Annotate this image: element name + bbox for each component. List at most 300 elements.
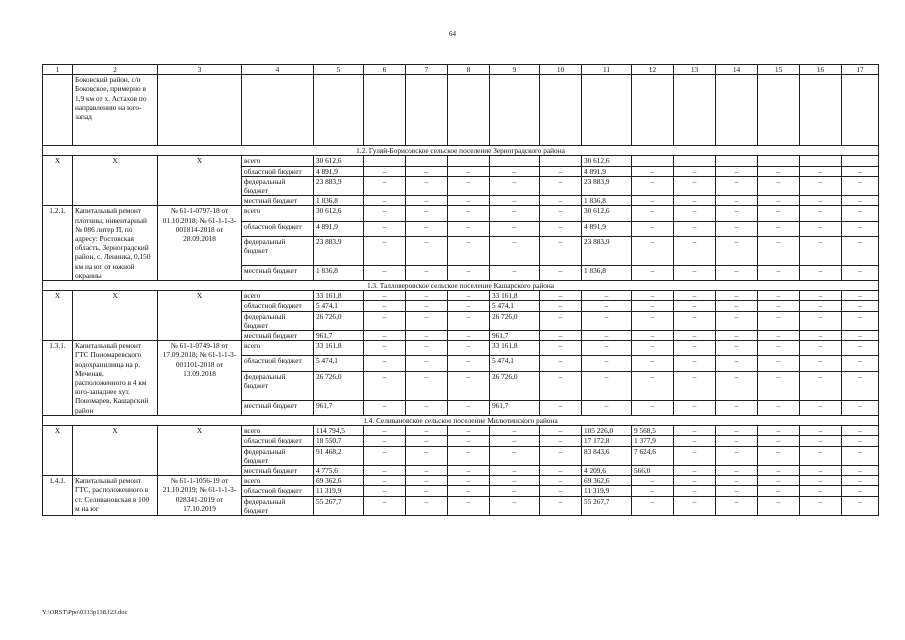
x-marker-cell: X [43,291,73,341]
value-cell: – [842,196,879,206]
value-cell: – [674,206,716,221]
value-cell: – [406,465,448,475]
value-cell: – [582,356,632,371]
value-cell: 17 172,8 [582,436,632,446]
value-cell: – [448,486,490,496]
value-cell: 33 161,8 [490,291,540,301]
value-cell: 33 161,8 [314,291,364,301]
value-cell: – [758,400,800,415]
table-row [43,75,879,146]
value-cell: – [406,331,448,341]
value-cell: – [448,176,490,195]
value-cell: – [406,486,448,496]
cell [540,75,582,146]
value-cell: – [800,426,842,436]
value-cell: – [490,446,540,465]
value-cell: – [758,476,800,486]
section-heading-row [43,415,879,425]
value-cell: – [758,196,800,206]
value-cell: – [632,301,674,311]
header-cell: 7 [406,65,448,75]
value-cell: – [448,221,490,236]
value-cell: 961,7 [490,400,540,415]
value-cell [448,156,490,166]
value-cell: – [364,206,406,221]
value-cell: – [582,311,632,330]
x-marker-cell: X [158,426,242,476]
budget-label-cell: областной бюджет [242,166,314,176]
budget-label-cell: федеральный бюджет [242,446,314,465]
budget-label-cell: всего [242,291,314,301]
value-cell: – [540,301,582,311]
cell [716,75,758,146]
x-marker-cell: X [73,291,158,341]
value-cell: – [632,311,674,330]
item-number-cell: 1.3.1. [43,341,73,416]
table-row [43,291,879,301]
value-cell: – [800,166,842,176]
value-cell: – [490,221,540,236]
value-cell: – [800,176,842,195]
budget-label-cell: местный бюджет [242,465,314,475]
value-cell: – [758,331,800,341]
value-cell: – [842,311,879,330]
value-cell: – [364,486,406,496]
budget-label-cell: федеральный бюджет [242,371,314,400]
value-cell: – [540,356,582,371]
value-cell: – [632,265,674,280]
value-cell: 26 726,0 [314,311,364,330]
value-cell [716,156,758,166]
table-row [43,206,879,221]
value-cell: – [800,301,842,311]
value-cell: 961,7 [314,331,364,341]
value-cell: – [540,496,582,515]
value-cell: – [716,166,758,176]
value-cell: – [800,465,842,475]
item-number-cell: 1.4.1. [43,476,73,516]
value-cell: – [758,236,800,265]
x-marker-cell: X [43,156,73,206]
value-cell: – [800,476,842,486]
section-title: 1.4. Селивановское сельское поселение Милютинского района [43,415,879,425]
value-cell: – [674,436,716,446]
value-cell: 55 267,7 [582,496,632,515]
value-cell: – [758,371,800,400]
value-cell: – [842,400,879,415]
value-cell: – [716,341,758,356]
page-number: 64 [449,30,456,38]
value-cell: – [448,265,490,280]
document-reference-cell: № 61-1-0749-18 от 17.09.2018; № 61-1-1-3-001101-2018 от 13.09.2018 [158,341,242,416]
value-cell: – [674,331,716,341]
value-cell: 26 726,0 [490,371,540,400]
value-cell: – [674,400,716,415]
x-marker-cell: X [73,426,158,476]
value-cell: – [406,446,448,465]
value-cell: – [632,206,674,221]
value-cell: – [540,400,582,415]
x-marker-cell: X [43,426,73,476]
header-cell: 10 [540,65,582,75]
object-description-cell: Капитальный ремонт плотины, инвентарный № 086 литер П, по адресу: Ростовская область, Зерноградский район, с. Ленинка, 0,150 км на юг от южной окраины [73,206,158,281]
document-reference-cell: № 61-1-0797-18 от 01.10.2018; № 61-1-1-3-001814-2018 от 28.09.2018 [158,206,242,281]
value-cell: – [406,311,448,330]
value-cell: – [758,446,800,465]
value-cell: – [674,356,716,371]
budget-label-cell: местный бюджет [242,196,314,206]
value-cell: – [582,400,632,415]
budget-label-cell: всего [242,206,314,221]
value-cell: – [842,236,879,265]
cell [158,75,242,146]
value-cell: – [540,341,582,356]
value-cell: – [716,446,758,465]
value-cell: – [582,301,632,311]
value-cell: – [540,236,582,265]
value-cell: 1 836,8 [314,196,364,206]
value-cell: 4 891,9 [314,221,364,236]
value-cell: – [364,176,406,195]
value-cell: – [448,301,490,311]
value-cell: – [448,476,490,486]
value-cell: – [406,265,448,280]
value-cell: 1 836,8 [314,265,364,280]
value-cell: – [448,341,490,356]
value-cell: – [800,446,842,465]
value-cell: 91 468,2 [314,446,364,465]
value-cell: 69 362,6 [314,476,364,486]
value-cell: 23 883,9 [582,236,632,265]
value-cell: – [716,331,758,341]
value-cell: 18 550,7 [314,436,364,446]
budget-table [42,64,879,516]
value-cell: – [716,236,758,265]
value-cell: – [632,176,674,195]
file-path-footer: Y:\ORST\Ppo\0313p138.f23.doc [42,609,128,616]
value-cell: 30 612,6 [582,206,632,221]
value-cell: – [842,436,879,446]
value-cell: – [842,496,879,515]
value-cell: – [758,291,800,301]
value-cell: – [716,311,758,330]
value-cell: 69 362,6 [582,476,632,486]
value-cell: – [800,265,842,280]
value-cell: 4 209,6 [582,465,632,475]
value-cell: – [716,221,758,236]
value-cell: – [364,196,406,206]
value-cell: – [758,176,800,195]
header-cell: 9 [490,65,540,75]
value-cell: – [758,486,800,496]
value-cell: – [448,446,490,465]
value-cell: – [674,166,716,176]
value-cell: – [448,426,490,436]
value-cell: – [406,496,448,515]
cell [448,75,490,146]
value-cell: – [364,301,406,311]
value-cell: – [674,426,716,436]
cell [242,75,314,146]
value-cell: – [448,465,490,475]
budget-label-cell: федеральный бюджет [242,496,314,515]
value-cell: – [842,465,879,475]
value-cell: – [448,206,490,221]
value-cell: – [800,196,842,206]
cell [314,75,364,146]
value-cell: – [582,341,632,356]
value-cell: 4 891,9 [582,221,632,236]
value-cell: – [716,196,758,206]
value-cell: – [800,436,842,446]
value-cell: – [632,291,674,301]
value-cell [800,156,842,166]
value-cell: – [800,311,842,330]
header-cell: 5 [314,65,364,75]
value-cell: – [448,371,490,400]
value-cell: – [716,371,758,400]
value-cell: – [364,331,406,341]
value-cell [364,156,406,166]
budget-label-cell: областной бюджет [242,356,314,371]
section-title: 1.2. Гуляй-Борисовское сельское поселение Зерноградского района [43,146,879,156]
value-cell: 30 612,6 [582,156,632,166]
budget-label-cell: местный бюджет [242,331,314,341]
value-cell: – [364,400,406,415]
value-cell: – [674,371,716,400]
value-cell: – [632,400,674,415]
value-cell: – [674,221,716,236]
value-cell: – [842,176,879,195]
value-cell: – [842,341,879,356]
value-cell: – [716,301,758,311]
budget-label-cell: федеральный бюджет [242,176,314,195]
value-cell: – [842,371,879,400]
value-cell: – [674,311,716,330]
value-cell: – [490,166,540,176]
table-row [43,341,879,356]
value-cell: – [716,476,758,486]
value-cell: – [490,465,540,475]
value-cell: – [540,426,582,436]
value-cell: – [716,465,758,475]
value-cell: – [490,265,540,280]
budget-label-cell: местный бюджет [242,265,314,280]
value-cell: – [800,496,842,515]
value-cell [758,156,800,166]
value-cell: – [800,400,842,415]
value-cell: 30 612,6 [314,156,364,166]
value-cell: – [842,476,879,486]
value-cell: 83 843,6 [582,446,632,465]
value-cell: – [406,176,448,195]
value-cell: – [364,436,406,446]
value-cell: – [406,221,448,236]
value-cell: – [448,356,490,371]
value-cell: – [448,236,490,265]
value-cell: – [540,196,582,206]
value-cell: – [406,206,448,221]
value-cell: 1 377,9 [632,436,674,446]
value-cell: – [842,331,879,341]
header-cell: 11 [582,65,632,75]
value-cell: – [716,426,758,436]
value-cell: – [842,426,879,436]
value-cell: – [540,206,582,221]
value-cell: – [490,236,540,265]
value-cell: – [582,371,632,400]
value-cell: – [842,166,879,176]
value-cell [632,156,674,166]
header-cell: 16 [800,65,842,75]
header-cell: 8 [448,65,490,75]
value-cell: 33 161,8 [490,341,540,356]
value-cell: – [632,371,674,400]
value-cell: – [632,356,674,371]
value-cell: – [758,496,800,515]
value-cell: – [364,341,406,356]
value-cell: – [540,436,582,446]
value-cell: – [406,166,448,176]
table-row [43,476,879,486]
object-description-cell: Капитальный ремонт ГТС Пономаревского водохранилища на р. Меченая, расположенного в 4 км юго-западнее хут. Пономарев, Кашарский район [73,341,158,416]
cell [800,75,842,146]
budget-label-cell: всего [242,341,314,356]
value-cell: – [364,311,406,330]
value-cell: 11 319,9 [314,486,364,496]
value-cell: – [448,196,490,206]
value-cell: – [674,465,716,475]
value-cell: – [800,371,842,400]
value-cell: – [674,291,716,301]
document-reference-cell: № 61-1-1056-19 от 21.10.2019; № 61-1-1-3-028341-2019 от 17.10.2019 [158,476,242,516]
cell [582,75,632,146]
value-cell: – [448,496,490,515]
value-cell: – [540,166,582,176]
value-cell: – [364,356,406,371]
value-cell: – [674,496,716,515]
budget-label-cell: всего [242,476,314,486]
value-cell: – [406,291,448,301]
value-cell: – [540,465,582,475]
value-cell: – [448,436,490,446]
value-cell: 105 226,0 [582,426,632,436]
value-cell: – [842,356,879,371]
header-cell: 2 [73,65,158,75]
value-cell: – [716,206,758,221]
value-cell: – [364,476,406,486]
value-cell: – [758,206,800,221]
value-cell: 961,7 [490,331,540,341]
value-cell: – [716,265,758,280]
value-cell: – [758,166,800,176]
value-cell [674,156,716,166]
budget-label-cell: всего [242,426,314,436]
value-cell: – [674,301,716,311]
value-cell: – [674,236,716,265]
item-number-cell: 1.2.1. [43,206,73,281]
budget-label-cell: областной бюджет [242,486,314,496]
value-cell: – [406,436,448,446]
value-cell: – [582,291,632,301]
value-cell: – [674,446,716,465]
value-cell: – [490,426,540,436]
value-cell: 33 161,8 [314,341,364,356]
header-cell: 13 [674,65,716,75]
cell [406,75,448,146]
value-cell: – [842,446,879,465]
value-cell: – [540,331,582,341]
value-cell: – [364,446,406,465]
value-cell: 23 883,9 [314,236,364,265]
value-cell: 5 474,1 [314,301,364,311]
value-cell: – [364,291,406,301]
value-cell: – [540,371,582,400]
budget-label-cell: областной бюджет [242,436,314,446]
value-cell: – [674,341,716,356]
value-cell: 30 612,6 [314,206,364,221]
value-cell: – [632,341,674,356]
value-cell: – [540,476,582,486]
value-cell: – [716,356,758,371]
value-cell: – [842,301,879,311]
value-cell: – [364,426,406,436]
value-cell: – [540,265,582,280]
section-heading-row [43,281,879,291]
budget-label-cell: областной бюджет [242,221,314,236]
x-marker-cell: X [158,156,242,206]
value-cell: – [716,486,758,496]
value-cell: – [632,221,674,236]
value-cell: – [448,291,490,301]
value-cell: – [406,371,448,400]
value-cell: – [632,196,674,206]
value-cell: – [800,486,842,496]
value-cell: – [406,476,448,486]
value-cell: 4 891,9 [582,166,632,176]
value-cell: – [842,206,879,221]
value-cell: 26 726,0 [314,371,364,400]
value-cell: – [406,236,448,265]
cell [490,75,540,146]
value-cell: – [674,196,716,206]
header-cell: 12 [632,65,674,75]
value-cell [842,156,879,166]
header-cell: 17 [842,65,879,75]
value-cell: – [632,486,674,496]
value-cell: – [800,221,842,236]
header-row [43,65,879,75]
value-cell: – [800,331,842,341]
value-cell: – [632,236,674,265]
value-cell: – [406,400,448,415]
value-cell: – [364,496,406,515]
value-cell: – [758,356,800,371]
value-cell: – [674,476,716,486]
value-cell: – [448,400,490,415]
value-cell: 23 883,9 [582,176,632,195]
section-title: 1.3. Талловеровское сельское поселение Кашарского района [43,281,879,291]
value-cell: – [490,196,540,206]
value-cell: – [448,166,490,176]
value-cell: – [490,436,540,446]
value-cell: – [800,236,842,265]
value-cell: – [632,166,674,176]
value-cell: 1 836,8 [582,196,632,206]
value-cell: – [674,176,716,195]
value-cell: – [758,265,800,280]
budget-label-cell: областной бюджет [242,301,314,311]
